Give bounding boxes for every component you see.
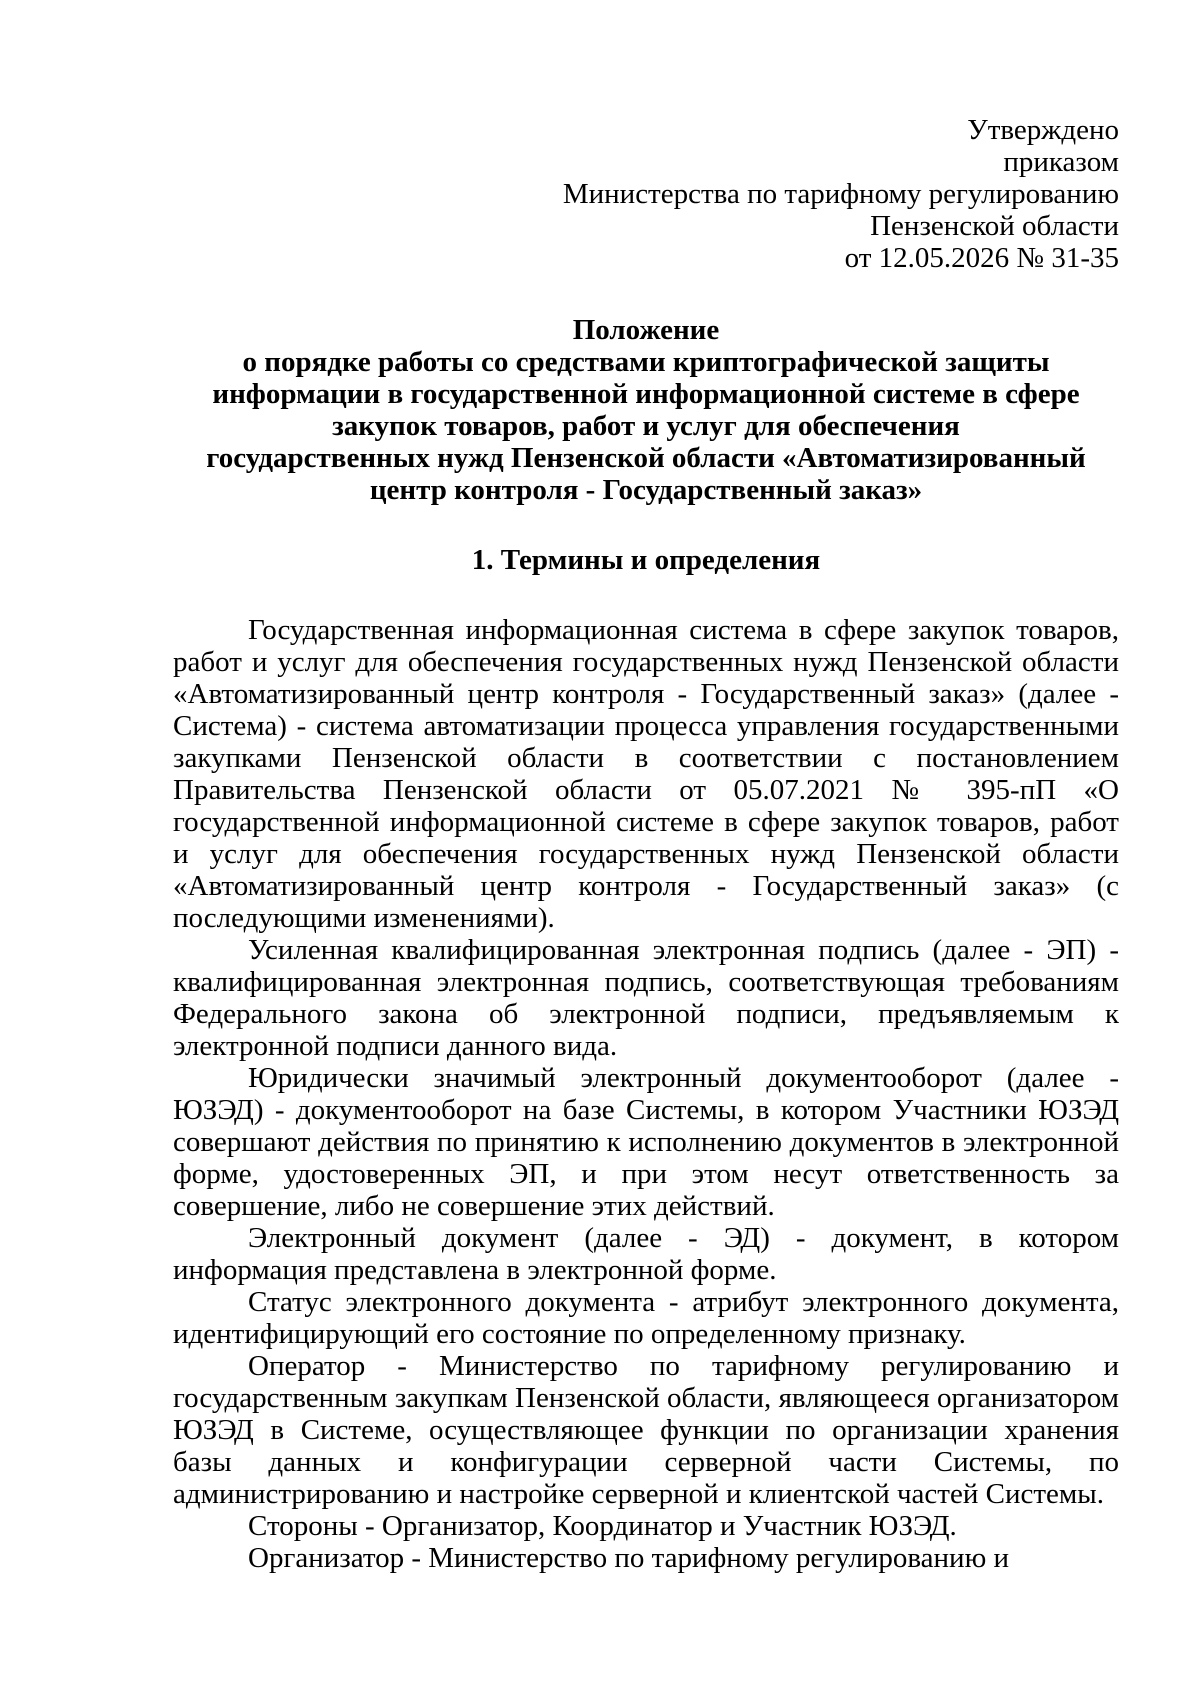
title-line: закупок товаров, работ и услуг для обеспечения xyxy=(332,410,960,442)
title-line: центр контроля - Государственный заказ» xyxy=(369,474,923,506)
paragraph-e-document-definition: Электронный документ (далее - ЭД) - документ, в котором информация представлена в электронной форме. xyxy=(173,1222,1119,1286)
approval-line: Министерства по тарифному регулированию xyxy=(562,178,1119,210)
paragraph-status-definition: Статус электронного документа - атрибут электронного документа, идентифицирующий его состояние по определенному признаку. xyxy=(173,1286,1119,1350)
paragraph-parties-definition: Стороны - Организатор, Координатор и Участник ЮЗЭД. xyxy=(248,1510,957,1542)
document-title xyxy=(173,314,1119,506)
title-line: государственных нужд Пензенской области «Автоматизированный xyxy=(206,442,1086,474)
document-page xyxy=(173,114,1119,1574)
paragraph-system-definition: Государственная информационная система в сфере закупок товаров, работ и услуг для обеспечения государственных нужд Пензенской области «Автоматизированный центр контроля - Государственный заказ» (далее - Система) - система автоматизации процесса управления государственными закупками Пензенской области в соответствии с постановлением Правительства Пензенской области от 05.07.2021 № 395-пП «О государственной информационной системе в сфере закупок товаров, работ и услуг для обеспечения государственных нужд Пензенской области «Автоматизированный центр контроля - Государственный заказ» (с последующими изменениями). xyxy=(173,614,1119,934)
paragraph-organizer-definition: Организатор - Министерство по тарифному регулированию и xyxy=(248,1542,1010,1574)
title-line: Положение xyxy=(572,314,720,346)
section-heading: 1. Термины и определения xyxy=(471,544,821,576)
paragraph-operator-definition: Оператор - Министерство по тарифному регулированию и государственным закупкам Пензенской области, являющееся организатором ЮЗЭД в Системе, осуществляющее функции по организации хранения базы данных и конфигурации серверной части Системы, по администрированию и настройке серверной и клиентской частей Системы. xyxy=(173,1350,1119,1510)
approval-line: приказом xyxy=(1003,146,1119,178)
title-line: информации в государственной информационной системе в сфере xyxy=(212,378,1080,410)
approval-line: от 12.05.2026 № 31-35 xyxy=(844,242,1119,274)
paragraph-signature-definition: Усиленная квалифицированная электронная подпись (далее - ЭП) - квалифицированная электронная подпись, соответствующая требованиям Федерального закона об электронной подписи, предъявляемым к электронной подписи данного вида. xyxy=(173,934,1119,1062)
approval-line: Пензенской области xyxy=(870,210,1119,242)
approval-stamp xyxy=(173,114,1119,274)
approval-line: Утверждено xyxy=(967,114,1119,146)
section-body xyxy=(173,614,1119,1574)
paragraph-edms-definition: Юридически значимый электронный документооборот (далее - ЮЗЭД) - документооборот на базе Системы, в котором Участники ЮЗЭД совершают действия по принятию к исполнению документов в электронной форме, удостоверенных ЭП, и при этом несут ответственность за совершение, либо не совершение этих действий. xyxy=(173,1062,1119,1222)
title-line: о порядке работы со средствами криптографической защиты xyxy=(242,346,1050,378)
